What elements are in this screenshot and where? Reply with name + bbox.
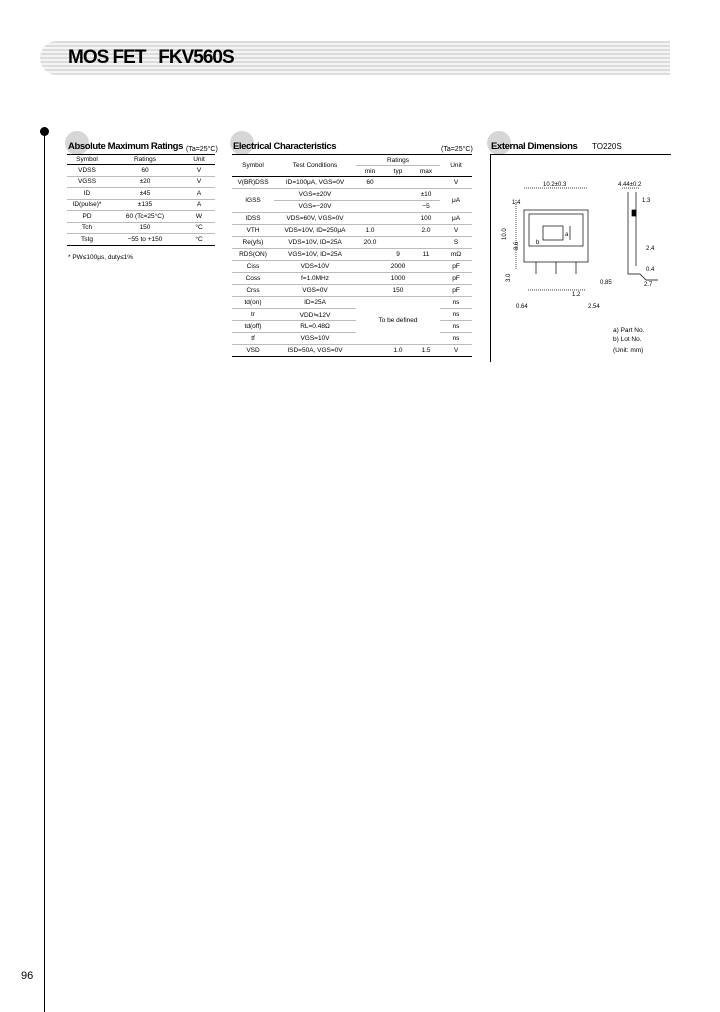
electrical-condition: (Ta=25°C) xyxy=(441,146,473,153)
min-cell xyxy=(356,189,384,201)
electrical-title: Electrical Characteristics xyxy=(233,141,337,152)
column-header: Symbol xyxy=(67,155,107,165)
dim-label: 10.0 xyxy=(502,228,508,240)
switching-note: To be defined xyxy=(356,297,440,345)
table-row xyxy=(67,199,215,211)
condition-cell: ID=25A xyxy=(274,297,356,309)
table-row xyxy=(232,273,472,285)
column-header: min xyxy=(356,166,384,177)
max-cell xyxy=(412,285,440,297)
unit-cell: ns xyxy=(440,333,472,345)
max-cell: 2.0 xyxy=(412,225,440,237)
min-cell xyxy=(356,201,384,213)
dim-label: 4.44±0.2 xyxy=(618,182,642,188)
unit-cell: pF xyxy=(440,273,472,285)
condition-cell: VDD≒12V xyxy=(274,309,356,321)
unit-cell: °C xyxy=(195,235,203,243)
typ-cell: 9 xyxy=(384,249,412,261)
table-row xyxy=(232,297,472,309)
min-cell xyxy=(356,213,384,225)
max-cell xyxy=(412,273,440,285)
typ-cell: 1.0 xyxy=(393,347,403,354)
table-row xyxy=(232,285,472,297)
symbol-cell: IDSS xyxy=(232,213,274,225)
unit-cell: mΩ xyxy=(440,249,472,261)
dim-label: 1.3 xyxy=(642,198,651,204)
typ-cell xyxy=(384,201,412,213)
unit-cell: V xyxy=(183,176,215,188)
unit-cell: V xyxy=(183,165,215,177)
dim-label: 10.2±0.3 xyxy=(543,182,567,188)
column-header: typ xyxy=(384,166,412,177)
electrical-table xyxy=(232,154,472,357)
symbol-cell: VGSS xyxy=(67,176,107,188)
table-row xyxy=(232,177,472,189)
typ-cell xyxy=(384,237,412,249)
margin-dot xyxy=(40,127,49,136)
typ-cell: 1000 xyxy=(384,273,412,285)
symbol-cell: ID xyxy=(67,188,107,200)
dim-label: 0.64 xyxy=(516,304,528,310)
unit-cell: μA xyxy=(440,189,472,213)
min-cell xyxy=(356,345,384,357)
table-row xyxy=(232,261,472,273)
value-cell: ±45 xyxy=(107,188,183,200)
condition-cell: VDS=10V xyxy=(274,261,356,273)
symbol-cell: tr xyxy=(232,309,274,321)
value-cell: ±20 xyxy=(107,176,183,188)
max-cell xyxy=(412,261,440,273)
value-cell: 60 xyxy=(107,165,183,177)
dimensions-note: a) Part No. xyxy=(613,327,645,334)
symbol-cell: Ciss xyxy=(232,261,274,273)
value-cell: −55 to +150 xyxy=(127,235,163,243)
marking-label: a xyxy=(565,232,569,238)
symbol-cell: V(BR)DSS xyxy=(232,177,274,189)
min-cell xyxy=(356,273,384,285)
dim-label: 1.4 xyxy=(512,200,521,206)
column-header: Test Conditions xyxy=(274,155,356,177)
unit-cell: pF xyxy=(440,261,472,273)
marking-area xyxy=(543,226,563,240)
max-cell: −5 xyxy=(412,201,440,213)
side-tab xyxy=(632,210,636,216)
symbol-cell: Re(yfs) xyxy=(232,237,274,249)
symbol-cell: ID(pulse)* xyxy=(67,199,107,211)
table-row xyxy=(232,249,472,261)
table-row xyxy=(232,225,472,237)
front-view xyxy=(516,188,588,290)
package-name: TO220S xyxy=(592,142,622,151)
min-cell xyxy=(356,261,384,273)
dim-label: 2.4 xyxy=(646,246,655,252)
unit-cell: pF xyxy=(440,285,472,297)
condition-cell: f=1.0MHz xyxy=(274,273,356,285)
table-row xyxy=(67,176,215,188)
table-row xyxy=(232,237,472,249)
table-row xyxy=(67,234,215,246)
symbol-cell: Tch xyxy=(67,222,107,234)
package-body xyxy=(524,210,588,262)
max-cell: ±10 xyxy=(412,189,440,201)
condition-cell: VGS=10V xyxy=(274,333,356,345)
marking-label: b xyxy=(536,240,540,246)
max-cell: 11 xyxy=(412,249,440,261)
min-cell: 1.0 xyxy=(356,225,384,237)
symbol-cell: td(on) xyxy=(232,297,274,309)
unit-cell: W xyxy=(183,211,215,223)
condition-cell: VDS=60V, VGS=0V xyxy=(274,213,356,225)
table-row xyxy=(67,165,215,177)
column-header: max xyxy=(412,166,440,177)
table-row xyxy=(232,345,472,357)
condition-cell: VGS=0V xyxy=(274,285,356,297)
unit-cell: μA xyxy=(440,213,472,225)
symbol-cell: PD xyxy=(67,211,107,223)
dim-label: 8.6 xyxy=(514,241,520,250)
unit-cell: S xyxy=(440,237,472,249)
condition-cell: RL=0.48Ω xyxy=(274,321,356,333)
max-cell xyxy=(412,237,440,249)
condition-cell: VDS=10V, ID=25A xyxy=(274,237,356,249)
column-header: Symbol xyxy=(232,155,274,177)
symbol-cell: tf xyxy=(232,333,274,345)
min-cell: 60 xyxy=(356,177,384,189)
unit-cell: A xyxy=(183,188,215,200)
table-row xyxy=(232,189,472,201)
typ-cell: 2000 xyxy=(384,261,412,273)
dimensions-note: (Unit: mm) xyxy=(613,347,644,354)
value-cell: 150 xyxy=(107,222,183,234)
condition-cell: ISD=50A, VGS=0V xyxy=(287,347,343,354)
dim-label: 3.0 xyxy=(506,273,512,282)
external-title: External Dimensions xyxy=(491,141,578,152)
value-cell: ±135 xyxy=(107,199,183,211)
dim-label: 0.4 xyxy=(646,267,655,273)
column-header: Unit xyxy=(183,155,215,165)
unit-cell: V xyxy=(453,347,459,354)
symbol-cell: VSD xyxy=(246,347,260,354)
symbol-cell: Coss xyxy=(232,273,274,285)
symbol-cell: Tstg xyxy=(81,235,93,243)
min-cell: 20.0 xyxy=(356,237,384,249)
unit-cell: V xyxy=(440,225,472,237)
margin-rule xyxy=(44,131,45,1012)
max-cell: 100 xyxy=(412,213,440,225)
unit-cell: ns xyxy=(440,321,472,333)
table-row xyxy=(67,222,215,234)
dim-label: 2.54 xyxy=(588,304,600,310)
absolute-max-table xyxy=(67,154,215,246)
table-row xyxy=(232,213,472,225)
condition-cell: VGS=10V, ID=25A xyxy=(274,249,356,261)
absolute-max-title: Absolute Maximum Ratings xyxy=(68,141,183,152)
symbol-cell: Crss xyxy=(232,285,274,297)
dim-label: 2.7 xyxy=(644,282,653,288)
absolute-max-footnote: * PW≤100μs, duty≤1% xyxy=(68,254,134,261)
table-row xyxy=(67,211,215,223)
symbol-cell: RDS(ON) xyxy=(232,249,274,261)
dimensions-note: b) Lot No. xyxy=(613,336,642,343)
symbol-cell: VDSS xyxy=(67,165,107,177)
page-title: MOS FET FKV560S xyxy=(68,47,234,68)
column-header: Unit xyxy=(440,155,472,177)
unit-cell: ns xyxy=(440,297,472,309)
condition-cell: VGS=±20V xyxy=(274,189,356,201)
typ-cell xyxy=(384,189,412,201)
column-header: Ratings xyxy=(356,155,440,166)
table-row xyxy=(67,188,215,200)
unit-cell: A xyxy=(183,199,215,211)
absolute-max-condition: (Ta=25°C) xyxy=(186,146,218,153)
dim-label: 0.85 xyxy=(600,280,612,286)
condition-cell: VGS=−20V xyxy=(274,201,356,213)
typ-cell xyxy=(384,225,412,237)
typ-cell xyxy=(384,177,412,189)
unit-cell: °C xyxy=(183,222,215,234)
condition-cell: ID=100μA, VGS=0V xyxy=(274,177,356,189)
unit-cell: ns xyxy=(440,309,472,321)
page-number: 96 xyxy=(21,970,34,982)
condition-cell: VDS=10V, ID=250μA xyxy=(274,225,356,237)
symbol-cell: td(off) xyxy=(232,321,274,333)
typ-cell: 150 xyxy=(384,285,412,297)
max-cell: 1.5 xyxy=(421,347,431,354)
column-header: Ratings xyxy=(107,155,183,165)
max-cell xyxy=(412,177,440,189)
value-cell: 60 (Tc=25°C) xyxy=(107,211,183,223)
package-outline-drawing xyxy=(496,170,670,318)
unit-cell: V xyxy=(440,177,472,189)
typ-cell xyxy=(384,213,412,225)
min-cell xyxy=(356,285,384,297)
symbol-cell: IGSS xyxy=(232,189,274,213)
symbol-cell: VTH xyxy=(232,225,274,237)
dim-label: 1.2 xyxy=(572,292,581,298)
min-cell xyxy=(356,249,384,261)
